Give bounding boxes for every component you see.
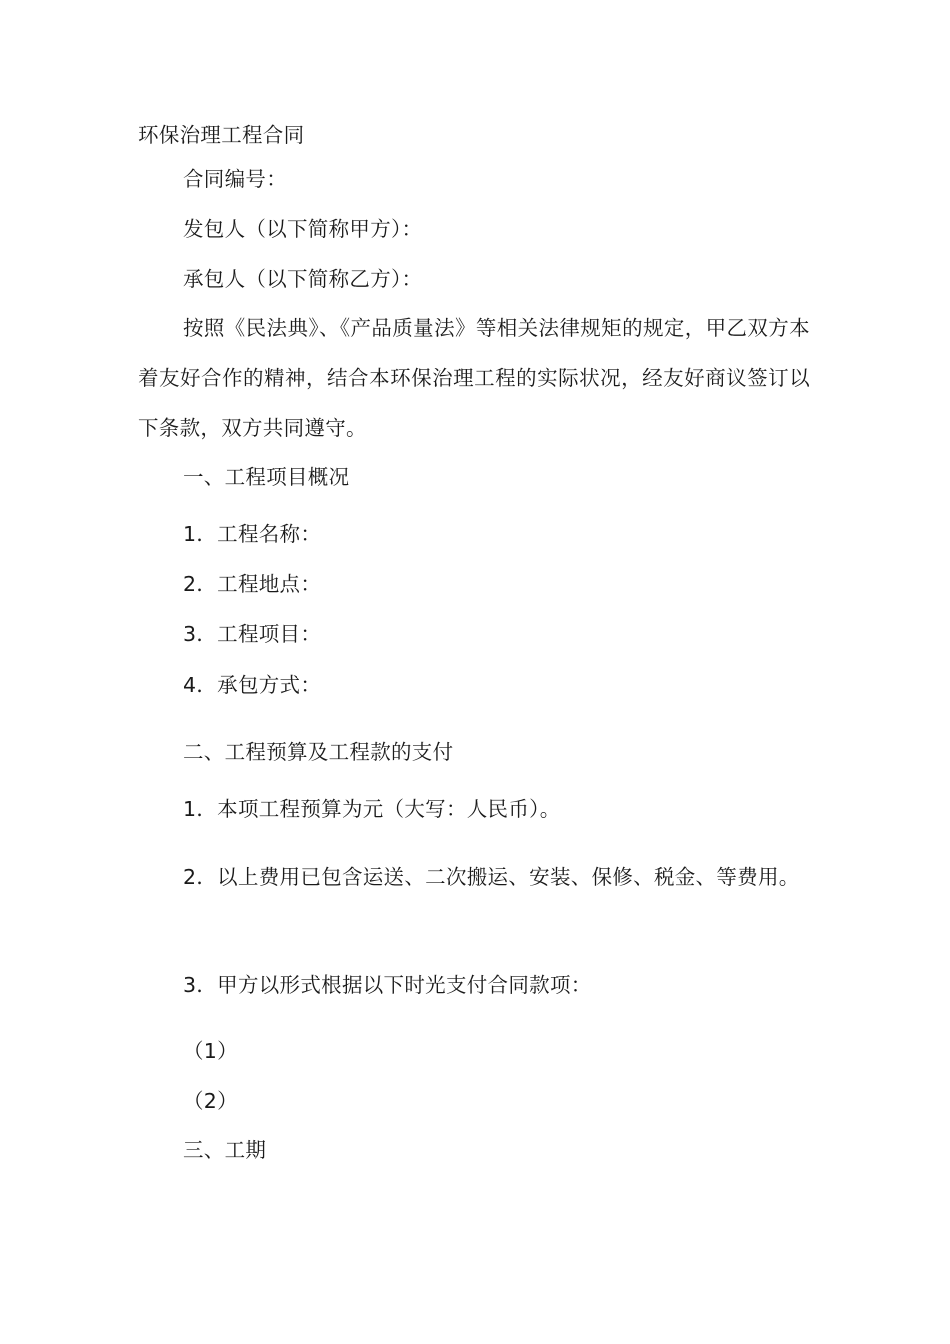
section2-item-payment: 3．甲方以形式根据以下时光支付合同款项： [183,973,592,997]
section2-subitem-2: （2） [183,1089,238,1113]
section3-heading: 三、工期 [183,1138,267,1162]
section1-item-contract-method: 4．承包方式： [183,673,322,697]
preamble-paragraph: 按照《民法典》、《产品质量法》等相关法律规矩的规定，甲乙双方本着友好合作的精神，结合本环保治理工程的实际状况，经友好商议签订以下条款，双方共同遵守。 [138,316,810,440]
section1-item-project-location: 2．工程地点： [183,572,322,596]
party-b-label: 承包人（以下简称乙方）： [183,267,423,291]
contract-number-label: 合同编号： [183,167,287,191]
section2-heading: 二、工程预算及工程款的支付 [183,740,454,764]
party-a-label: 发包人（以下简称甲方）： [183,217,423,241]
section1-item-project-name: 1．工程名称： [183,522,322,546]
document-title: 环保治理工程合同 [138,123,305,147]
section1-item-project-scope: 3．工程项目： [183,622,322,646]
section2-item-budget: 1．本项工程预算为元（大写：人民币）。 [183,797,561,821]
section1-heading: 一、工程项目概况 [183,465,350,489]
section2-item-costs-included: 2．以上费用已包含运送、二次搬运、安装、保修、税金、等费用。 [183,865,800,889]
section2-subitem-1: （1） [183,1039,238,1063]
